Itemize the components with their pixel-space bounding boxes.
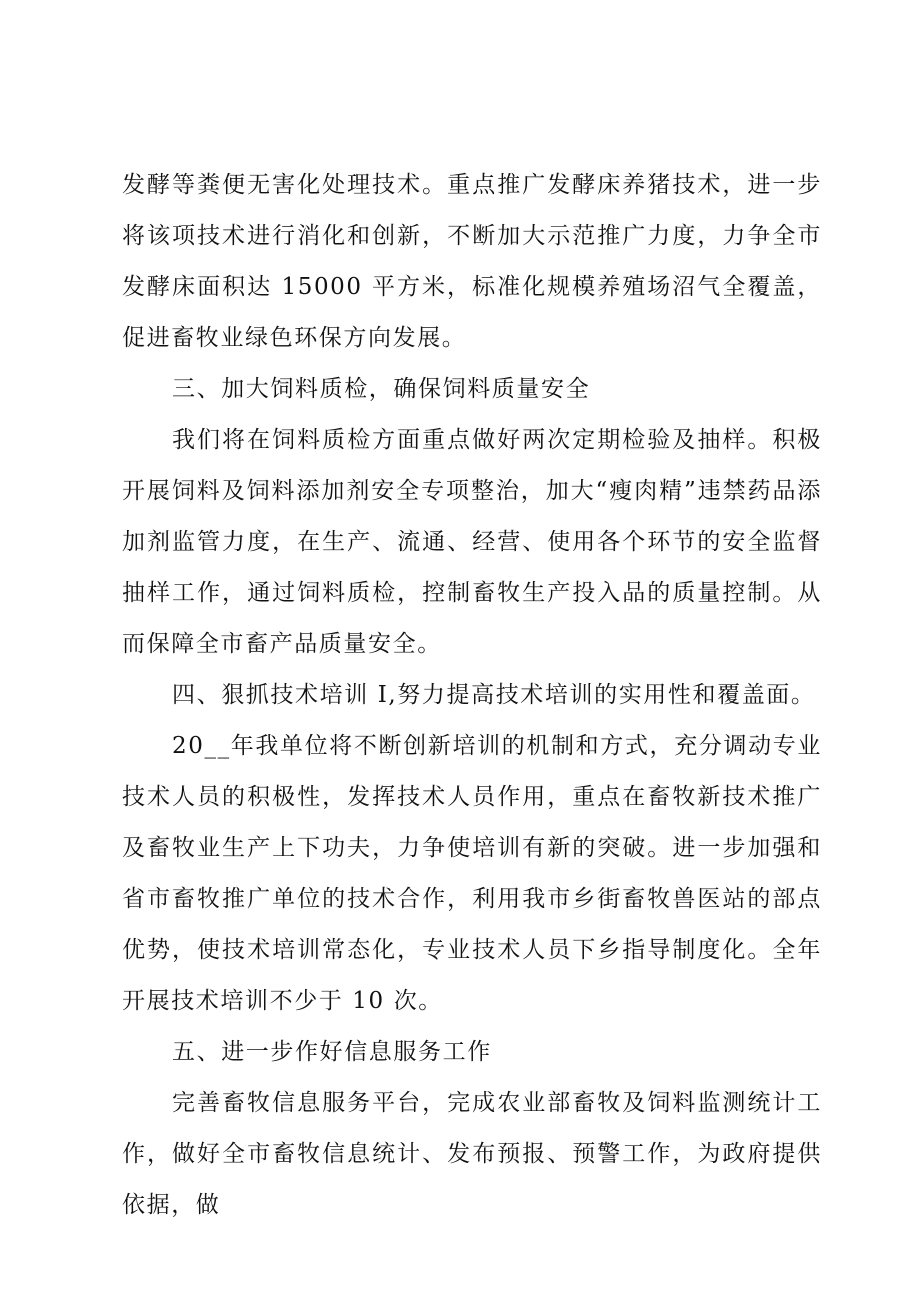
paragraph-technical-training: 20__年我单位将不断创新培训的机制和方式，充分调动专业技术人员的积极性，发挥技术人员作用，重点在畜牧新技术推广及畜牧业生产上下功夫，力争使培训有新的突破。进一步加强和省市畜牧推广单位的技术合作，利用我市乡街畜牧兽医站的部点优势，使技术培训常态化，专业技术人员下乡指导制度化。全年开展技术培训不少于 10 次。: [122, 733, 822, 1014]
paragraph-fermentation-continued: 发酵等粪便无害化处理技术。重点推广发酵床养猪技术，进一步将该项技术进行消化和创新，不断加大示范推广力度，力争全市发酵床面积达 15000 平方米，标准化规模养殖场沼气全覆盖，促进畜牧业绿色环保方向发展。: [122, 172, 822, 351]
section-heading-feed-quality: 三、加大饲料质检，确保饲料质量安全: [172, 376, 591, 402]
paragraph-feed-quality: 我们将在饲料质检方面重点做好两次定期检验及抽样。积极开展饲料及饲料添加剂安全专项整治，加大“瘦肉精”违禁药品添加剂监管力度，在生产、流通、经营、使用各个环节的安全监督抽样工作，通过饲料质检，控制畜牧生产投入品的质量控制。从而保障全市畜产品质量安全。: [122, 427, 822, 657]
paragraph-information-service: 完善畜牧信息服务平台，完成农业部畜牧及饲料监测统计工作，做好全市畜牧信息统计、发布预报、预警工作，为政府提供依据，做: [122, 1090, 822, 1218]
section-heading-information-service: 五、进一步作好信息服务工作: [172, 1039, 492, 1065]
section-heading-technical-training: 四、狠抓技术培训 I,努力提高技术培训的实用性和覆盖面。: [172, 682, 816, 708]
document-body: [122, 160, 822, 1231]
